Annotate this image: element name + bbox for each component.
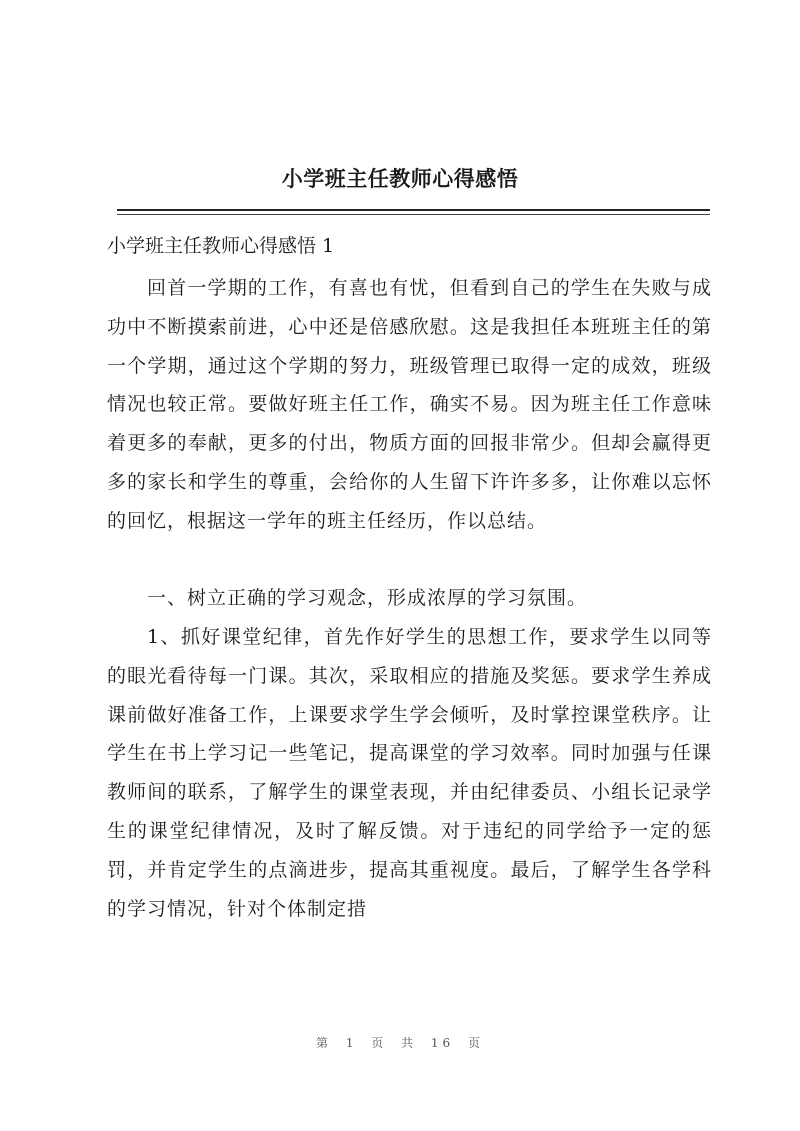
title-divider — [117, 209, 710, 211]
document-title: 小学班主任教师心得感悟 — [281, 166, 519, 191]
title-divider-thin — [117, 214, 710, 215]
page-number: 第 1 页 共 16 页 — [316, 1036, 484, 1050]
body-paragraph: 一、树立正确的学习观念，形成浓厚的学习氛围。 — [147, 587, 588, 609]
body-paragraph: 1、抓好课堂纪律，首先作好学生的思想工作，要求学生以同等的眼光看待每一门课。其次，采取相应的措施及奖惩。要求学生养成课前做好准备工作，上课要求学生学会倾听，及时掌控课堂秩序。让学生在书上学习记一些笔记，提高课堂的学习效率。同时加强与任课教师间的联系，了解学生的课堂表现，并由纪律委员、小组长记录学生的课堂纪律情况，及时了解反馈。对于违纪的同学给予一定的惩罚，并肯定学生的点滴进步，提高其重视度。最后，了解学生各学科的学习情况，针对个体制定措 — [107, 626, 712, 920]
section-heading: 小学班主任教师心得感悟 1 — [107, 235, 335, 257]
body-paragraph: 回首一学期的工作，有喜也有忧，但看到自己的学生在失败与成功中不断摸索前进，心中还是倍感欣慰。这是我担任本班班主任的第一个学期，通过这个学期的努力，班级管理已取得一定的成效，班级情况也较正常。要做好班主任工作，确实不易。因为班主任工作意味着更多的奉献，更多的付出，物质方面的回报非常少。但却会赢得更多的家长和学生的尊重，会给你的人生留下许许多多，让你难以忘怀的回忆，根据这一学年的班主任经历，作以总结。 — [107, 277, 712, 532]
